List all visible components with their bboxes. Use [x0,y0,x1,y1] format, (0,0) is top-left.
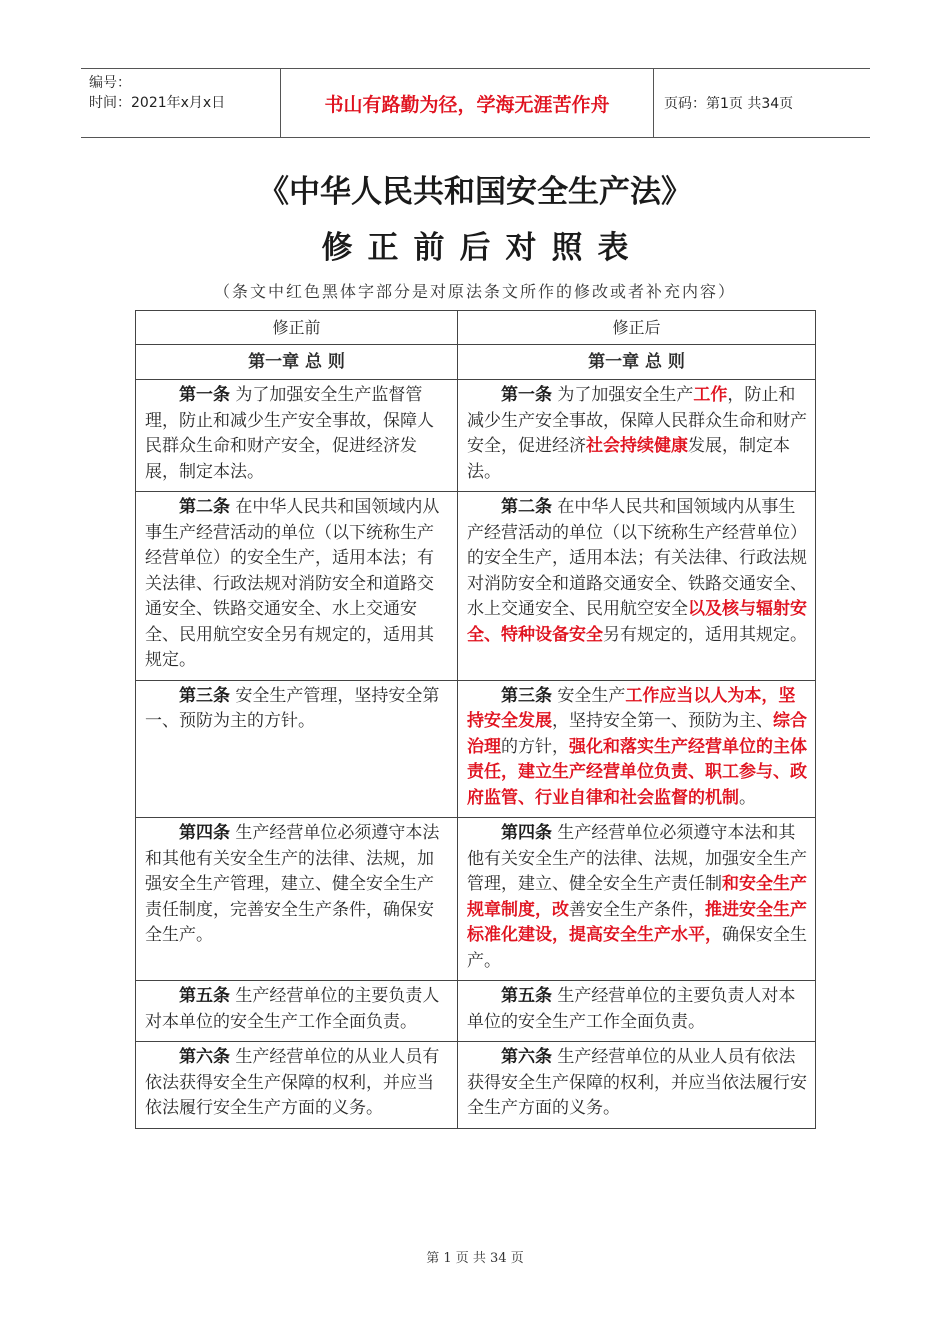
page-footer: 第 1 页 共 34 页 [426,1251,524,1266]
article-before [136,680,458,818]
article-text: 发展，制定本法。 [467,436,790,482]
article-text: 安全生产 [552,685,626,706]
header-meta [81,69,281,137]
header-number: 编号： [89,75,131,91]
document-subtitle: 修正前后对照表 [321,230,644,266]
article-number: 第一条 [179,385,230,405]
table-row [136,818,816,981]
article-text: 。 [739,787,756,808]
article-text: 确保安全生产。 [467,925,807,971]
header-motto: 书山有路勤为径，学海无涯苦作舟 [281,69,654,137]
article-after [458,981,816,1042]
article-text: 安全生产管理，坚持安全第一、预防为主的方针。 [145,685,440,731]
column-header-before: 修正前 [136,311,458,345]
table-row [136,492,816,681]
document-note: （条文中红色黑体字部分是对原法条文所作的修改或者补充内容） [213,282,736,301]
chapter-heading-before: 第一章 总 则 [136,345,458,380]
article-before [136,380,458,492]
article-text: 生产经营单位必须遵守本法和其他有关安全生产的法律、法规，加强安全生产管理，建立、健全安全生产责任制 [467,823,807,894]
article-number: 第二条 [501,497,552,517]
article-before [136,1042,458,1129]
amended-text: 和安全生产规章制度，改 [467,874,807,920]
table-row [136,680,816,818]
amended-text: 社会持续健康 [586,436,688,456]
article-number: 第五条 [179,986,230,1006]
article-text: 在中华人民共和国领域内从事生产经营活动的单位（以下统称生产经营单位）的安全生产，适用本法；有关法律、行政法规对消防安全和道路交通安全、铁路交通安全、水上交通安全、民用航空安全 [467,497,807,619]
article-number: 第六条 [501,1047,552,1067]
column-header-after: 修正后 [458,311,816,345]
article-text: 的方针， [501,736,569,757]
article-number: 第三条 [501,685,552,706]
article-text: 为了加强安全生产监督管理，防止和减少生产安全事故，保障人民群众生命和财产安全，促进经济发展，制定本法。 [145,385,434,482]
article-after [458,680,816,818]
article-text: 生产经营单位的从业人员有依法获得安全生产保障的权利，并应当依法履行安全生产方面的义务。 [145,1047,440,1118]
amended-text: 以及核与辐射安全、特种设备安全 [467,599,807,645]
article-text: 生产经营单位的主要负责人对本单位的安全生产工作全面负责。 [467,986,796,1032]
article-number: 第五条 [501,986,552,1006]
amended-text: 推进安全生产标准化建设，提高安全生产水平， [467,899,807,945]
article-after [458,818,816,981]
table-row [136,981,816,1042]
header-time: 时间：2021年x月x日 [89,95,226,111]
article-number: 第一条 [501,385,552,405]
header-page-info: 页码：第1页 共34页 [664,96,794,112]
article-text: 生产经营单位的主要负责人对本单位的安全生产工作全面负责。 [145,986,440,1032]
chapter-heading-after: 第一章 总 则 [458,345,816,380]
article-number: 第四条 [501,823,552,843]
article-after [458,380,816,492]
article-text: 在中华人民共和国领域内从事生产经营活动的单位（以下统称生产经营单位）的安全生产，适用本法；有关法律、行政法规对消防安全和道路交通安全、铁路交通安全、水上交通安全、民用航空安全另有规定的，适用其规定。 [145,497,440,670]
article-after [458,1042,816,1129]
article-number: 第六条 [179,1047,230,1067]
article-before [136,981,458,1042]
amended-text: 强化和落实生产经营单位的主体责任，建立生产经营单位负责、职工参与、政府监管、行业自律和社会监督的机制 [467,736,807,808]
article-text: ，坚持安全第一、预防为主、 [552,711,773,731]
article-text: 生产经营单位必须遵守本法和其他有关安全生产的法律、法规，加强安全生产管理，建立、健全安全生产责任制度，完善安全生产条件，确保安全生产。 [145,823,440,945]
article-text: 生产经营单位的从业人员有依法获得安全生产保障的权利，并应当依法履行安全生产方面的义务。 [467,1047,807,1118]
article-number: 第二条 [179,497,230,517]
table-row [136,380,816,492]
article-text: 为了加强安全生产 [552,385,694,405]
document-title: 《中华人民共和国安全生产法》 [258,174,692,210]
amended-text: 工作应当以人为本，坚持安全发展 [467,685,796,731]
article-number: 第三条 [179,685,230,706]
article-text: ，防止和减少生产安全事故，保障人民群众生命和财产安全，促进经济 [467,385,807,456]
comparison-table [135,310,816,1129]
article-before [136,818,458,981]
amended-text: 工作 [693,385,728,405]
article-number: 第四条 [179,823,230,843]
article-before [136,492,458,681]
article-text: 善安全生产条件， [569,899,705,920]
article-text: 另有规定的，适用其规定。 [603,624,807,645]
table-header-row [136,311,816,345]
chapter-row [136,345,816,380]
table-row [136,1042,816,1129]
page-header [81,68,870,138]
article-after [458,492,816,681]
amended-text: 综合治理 [467,711,807,757]
